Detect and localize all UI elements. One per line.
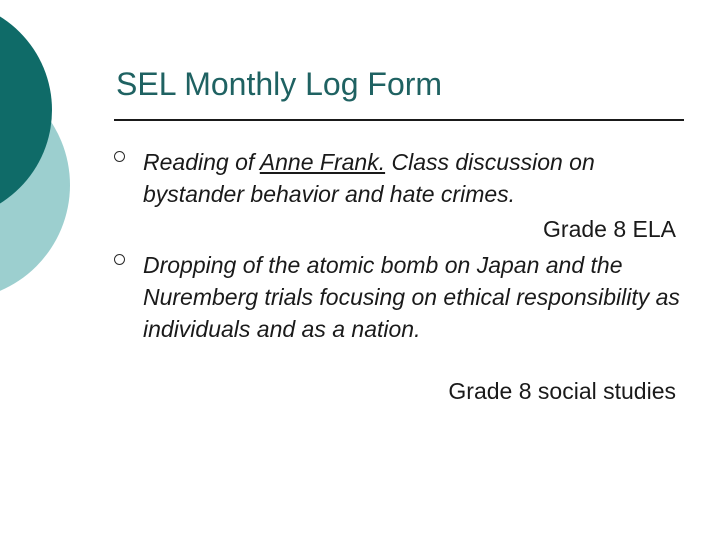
bullet-icon — [114, 254, 125, 265]
page-title: SEL Monthly Log Form — [116, 66, 443, 102]
decorative-circles — [0, 0, 90, 300]
item-text — [143, 146, 684, 210]
list-item-anne-frank — [114, 146, 684, 210]
item-text: Dropping of the atomic bomb on Japan and the Nuremberg trials focusing on ethical responsibility as individuals and as a nation. — [143, 252, 680, 342]
item-text-pre: Reading of — [143, 149, 260, 175]
book-title: Anne Frank. — [259, 149, 386, 175]
title-underline — [114, 119, 684, 121]
bullet-icon — [114, 151, 125, 162]
list-item-atomic-bomb — [114, 249, 684, 345]
item-text-post: Class discussion on bystander behavior and hate crimes. — [143, 149, 595, 207]
grade-label: Grade 8 ELA — [543, 216, 676, 242]
grade-label: Grade 8 social studies — [448, 378, 676, 404]
